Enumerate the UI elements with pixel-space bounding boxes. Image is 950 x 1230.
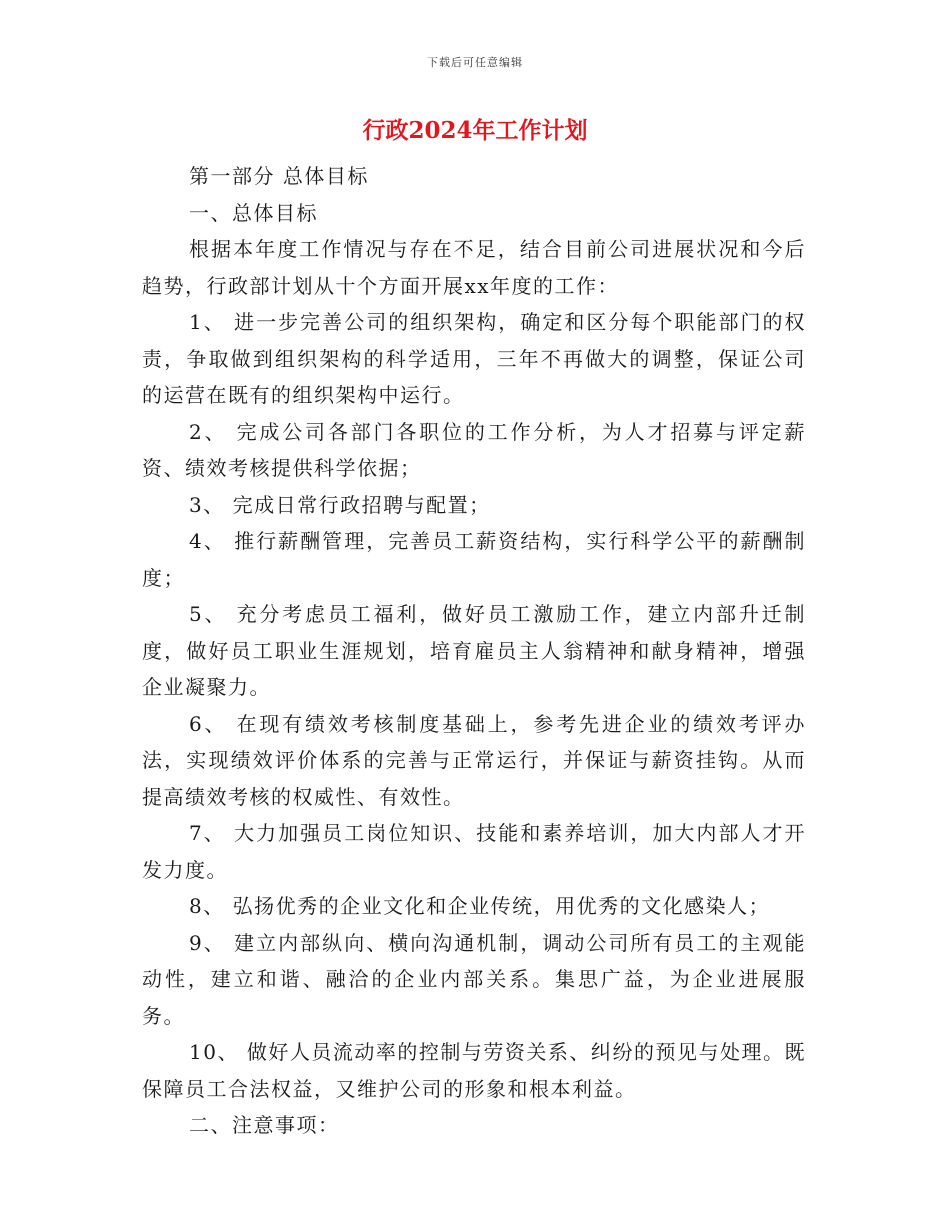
list-item-3: 3、 完成日常行政招聘与配置； [189,492,491,517]
list-item-1: 1、 进一步完善公司的组织架构，确定和区分每个职能部门的权责，争取做到组织架构的科学适用，三年不再做大的调整，保证公司的运营在既有的组织架构中运行。 [142,310,806,407]
list-item-10: 10、 做好人员流动率的控制与劳资关系、纠纷的预见与处理。既保障员工合法权益，又维护公司的形象和根本利益。 [142,1040,806,1101]
subsection-heading-notes: 二、注意事项： [189,1113,340,1137]
document-body [142,158,806,1144]
subsection-heading: 一、总体目标 [189,200,318,225]
section-heading: 第一部分 总体目标 [189,164,369,188]
document-title: 行政2024年工作计划 [362,117,588,144]
list-item-9: 9、 建立内部纵向、横向沟通机制，调动公司所有员工的主观能动性，建立和谐、融洽的企业内部关系。集思广益，为企业进展服务。 [142,930,806,1028]
list-item-2: 2、 完成公司各部门各职位的工作分析，为人才招募与评定薪资、绩效考核提供科学依据； [142,419,806,480]
list-item-4: 4、 推行薪酬管理，完善员工薪资结构，实行科学公平的薪酬制度； [142,529,806,590]
intro-paragraph: 根据本年度工作情况与存在不足，结合目前公司进展状况和今后趋势，行政部计划从十个方面开展xx年度的工作： [142,237,806,298]
list-item-7: 7、 大力加强员工岗位知识、技能和素养培训，加大内部人才开发力度。 [142,821,806,882]
list-item-5: 5、 充分考虑员工福利，做好员工激励工作，建立内部升迁制度，做好员工职业生涯规划，培育雇员主人翁精神和献身精神，增强企业凝聚力。 [142,602,806,699]
list-item-6: 6、 在现有绩效考核制度基础上，参考先进企业的绩效考评办法，实现绩效评价体系的完善与正常运行，并保证与薪资挂钩。从而提高绩效考核的权威性、有效性。 [142,711,806,809]
header-note: 下载后可任意编辑 [427,56,523,69]
list-item-8: 8、 弘扬优秀的企业文化和企业传统，用优秀的文化感染人； [189,894,771,918]
